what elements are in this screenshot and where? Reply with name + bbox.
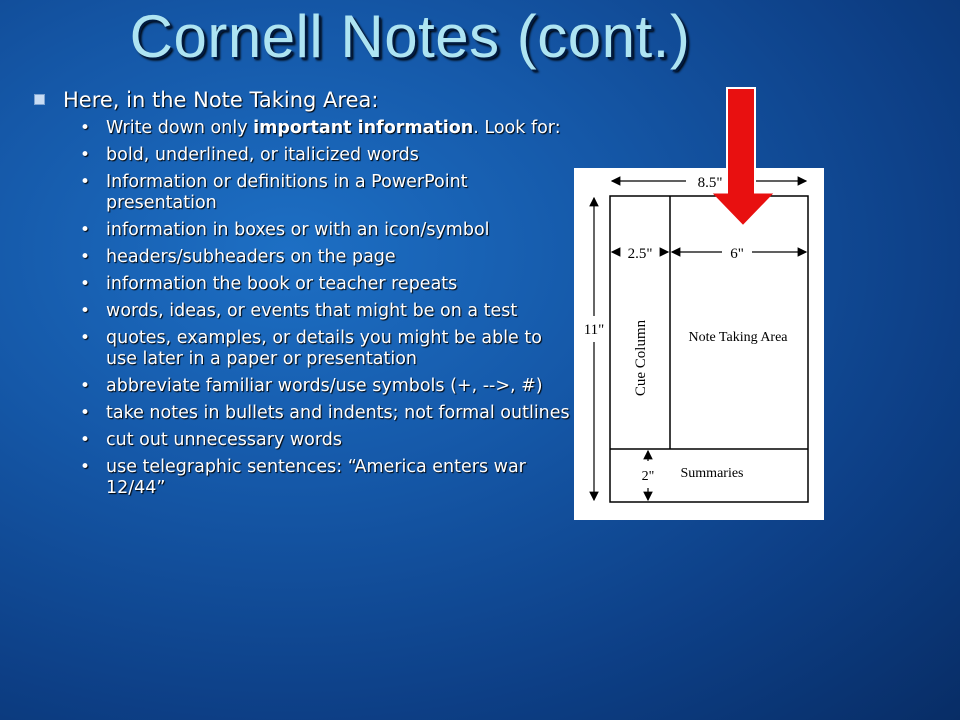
- bullet-dot-icon: •: [80, 220, 91, 240]
- list-item: • Write down only important information. Look for:: [80, 118, 561, 138]
- list-item: • Information or definitions in a PowerPoint presentation: [80, 172, 468, 213]
- list-item: • quotes, examples, or details you might be able to use later in a paper or presentation: [80, 328, 542, 369]
- square-bullet-icon: [34, 94, 45, 105]
- list-item: • use telegraphic sentences: “America enters war 12/44”: [80, 457, 526, 498]
- summaries-label: Summaries: [680, 466, 744, 481]
- slide-title: Cornell Notes (cont.): [129, 3, 691, 70]
- list-item: • cut out unnecessary words: [80, 430, 342, 450]
- note-area-label: Note Taking Area: [688, 330, 788, 345]
- cornell-diagram-svg: [574, 168, 824, 520]
- bullet-dot-icon: •: [80, 274, 91, 294]
- width-label: 8.5": [697, 175, 723, 191]
- bullet-dot-icon: •: [80, 403, 91, 423]
- bullet-dot-icon: •: [80, 118, 91, 138]
- main-bullet-text: Here, in the Note Taking Area:: [63, 88, 379, 112]
- list-item: • information in boxes or with an icon/symbol: [80, 220, 490, 240]
- bullet-dot-icon: •: [80, 145, 91, 165]
- sub-bullet-list: [78, 118, 570, 505]
- bullet-dot-icon: •: [80, 301, 91, 321]
- bullet-dot-icon: •: [80, 247, 91, 267]
- bullet-dot-icon: •: [80, 376, 91, 396]
- height-label: 11": [583, 322, 605, 338]
- list-item: • abbreviate familiar words/use symbols (+, -->, #): [80, 376, 543, 396]
- main-bullet: [34, 88, 574, 112]
- list-item: • information the book or teacher repeats: [80, 274, 458, 294]
- bullet-dot-icon: •: [80, 457, 91, 477]
- bullet-dot-icon: •: [80, 172, 91, 192]
- summary-height-label: 2": [641, 469, 655, 484]
- list-item: • words, ideas, or events that might be on a test: [80, 301, 518, 321]
- bullet-dot-icon: •: [80, 328, 91, 348]
- note-width-label: 6": [730, 246, 744, 262]
- list-item: • bold, underlined, or italicized words: [80, 145, 419, 165]
- cue-column-label: Cue Column: [633, 319, 649, 397]
- cornell-layout-diagram: [574, 168, 824, 520]
- list-item: • take notes in bullets and indents; not formal outlines: [80, 403, 570, 423]
- bullet-dot-icon: •: [80, 430, 91, 450]
- list-item: • headers/subheaders on the page: [80, 247, 396, 267]
- down-arrow-icon: [712, 86, 774, 226]
- cue-width-label: 2.5": [627, 246, 653, 262]
